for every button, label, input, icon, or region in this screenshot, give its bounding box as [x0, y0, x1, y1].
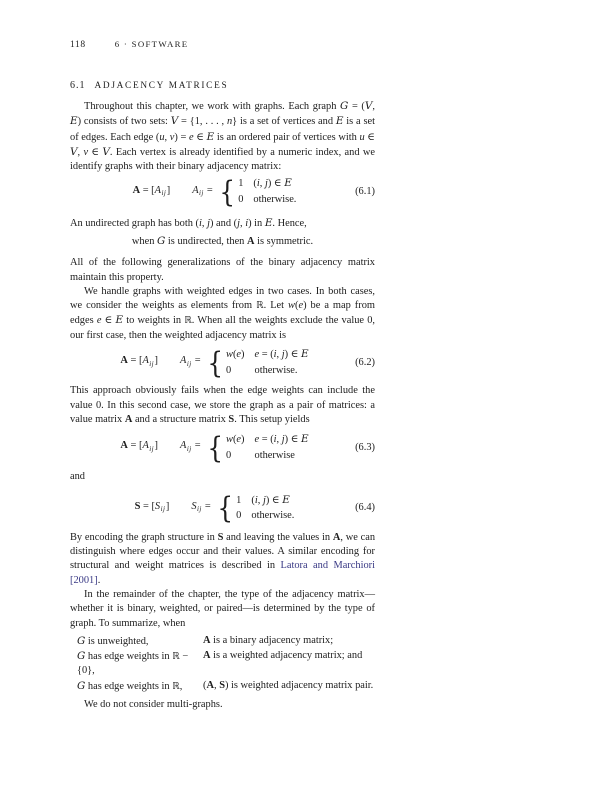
text-run: We handle graphs with weighted edges in two cases. In both cases, we consider the weights as elements from	[70, 285, 375, 312]
math-variable: j	[237, 217, 240, 229]
summary-list	[70, 634, 375, 694]
math-bold-matrix: A	[124, 413, 133, 425]
text-run: ,	[276, 349, 282, 361]
equation-6-4	[70, 493, 375, 524]
math-variable: j	[281, 349, 285, 361]
case-condition	[251, 508, 294, 524]
equation-lhs	[120, 439, 158, 456]
running-header	[70, 39, 188, 50]
math-bold-matrix: S	[228, 413, 235, 425]
math-variable: e	[254, 434, 260, 446]
text-run: ]	[154, 440, 158, 452]
math-variable: u	[159, 131, 165, 143]
equation-mid	[192, 184, 213, 201]
paragraph-generalizations	[70, 256, 375, 285]
math-variable: w	[226, 349, 233, 361]
text-run: )	[241, 349, 245, 361]
text-run: = [	[140, 184, 155, 196]
equation-cases	[226, 347, 309, 378]
blackboard-r-symbol: ℝ	[256, 300, 264, 312]
math-variable: w	[226, 434, 233, 446]
math-bold-matrix: A	[332, 531, 341, 543]
paragraph-weighted-cases	[70, 285, 375, 343]
blackboard-r-symbol: ℝ	[172, 651, 180, 663]
math-calligraphic: E	[115, 314, 124, 327]
equation-rhs	[191, 493, 294, 524]
summary-row-real-weights	[70, 679, 375, 694]
summary-condition	[70, 649, 203, 679]
math-bold-matrix: A	[120, 355, 128, 367]
text-run: ,	[201, 217, 208, 229]
section-number: 6.1	[70, 80, 86, 91]
running-title: 6 · SOFTWARE	[114, 39, 189, 49]
math-subscript: ij	[197, 505, 202, 514]
text-run: ) ∈	[265, 494, 283, 506]
math-variable: i	[245, 217, 249, 229]
case-value	[236, 493, 241, 509]
math-subscript: ij	[186, 444, 192, 453]
text-run: = (	[259, 434, 274, 446]
page-number: 118	[70, 40, 86, 50]
equation-lhs	[135, 500, 170, 517]
equation-rhs	[180, 347, 309, 378]
text-run: (	[253, 178, 257, 190]
math-variable: i	[198, 217, 202, 229]
case-value	[236, 508, 241, 524]
text-run: and a structure matrix	[132, 413, 229, 425]
text-run: 0	[236, 510, 242, 522]
text-run: All of the following generalizations of the binary adjacency matrix maintain this property.	[70, 257, 375, 283]
text-run: otherwise.	[251, 510, 295, 522]
math-calligraphic: E	[284, 177, 292, 190]
math-calligraphic: E	[335, 115, 344, 128]
display-line-symmetric	[70, 234, 375, 249]
text-run: 1	[238, 178, 244, 190]
math-variable: i	[273, 349, 277, 361]
case-condition	[255, 347, 309, 363]
math-bold-matrix: S	[217, 531, 224, 543]
math-variable: u	[359, 131, 365, 143]
text-run: otherwise	[254, 449, 295, 461]
paragraph-undirected	[70, 216, 375, 231]
math-calligraphic: E	[206, 130, 215, 143]
text-run: =	[204, 184, 213, 196]
equation-lhs	[120, 354, 158, 371]
text-run: ,	[276, 434, 282, 446]
text-run: ,	[239, 217, 246, 229]
text-run: = (	[348, 101, 365, 112]
text-run: ∈	[364, 131, 375, 143]
math-variable: j	[281, 434, 285, 446]
text-run: ,	[179, 680, 183, 692]
paragraph-remainder	[70, 588, 375, 631]
equation-mid	[180, 354, 201, 371]
text-run: 1	[236, 494, 242, 506]
math-calligraphic: V	[364, 100, 373, 112]
equation-cases	[226, 432, 309, 463]
text-run: is undirected, then	[165, 235, 247, 247]
equation-6-2	[70, 347, 375, 378]
equation-rhs	[192, 175, 297, 210]
text-run: In the remainder of the chapter, the type of the adjacency matrix—whether it is binary, weighted, or paired—is determined by the type of graph. To summarize, when	[70, 588, 375, 629]
equation-body	[70, 175, 375, 210]
text-run: (	[294, 300, 299, 312]
equation-body	[70, 432, 375, 463]
text-run: =	[202, 500, 211, 512]
math-calligraphic: G	[77, 634, 86, 647]
equation-number: (6.2)	[355, 356, 375, 368]
equation-number: (6.4)	[355, 502, 375, 514]
text-run: ,	[259, 178, 265, 190]
text-run: is an ordered pair of vertices with	[214, 131, 360, 143]
math-variable: e	[236, 434, 242, 446]
math-subscript: ij	[160, 505, 166, 514]
text-run: . Hence,	[272, 217, 307, 229]
section-title: ADJACENCY MATRICES	[94, 81, 229, 91]
math-bold-matrix: A	[203, 650, 211, 662]
math-calligraphic: V	[170, 115, 179, 128]
cases-brace-icon: {	[219, 175, 235, 210]
case-condition	[255, 363, 309, 379]
equation-body	[70, 347, 375, 378]
math-variable: e	[254, 349, 260, 361]
text-run: Throughout this chapter, we work with graphs. Each graph	[84, 101, 341, 112]
text-run: has edge weights in	[85, 651, 173, 663]
summary-result	[203, 634, 375, 649]
text-run: has edge weights in	[85, 680, 173, 692]
math-calligraphic: V	[102, 145, 110, 158]
text-run: = [	[127, 440, 143, 452]
text-run: ) be a map from edges	[70, 300, 376, 327]
text-run: )	[241, 434, 245, 446]
text-run: = [	[140, 500, 155, 512]
text-run: ,	[164, 131, 170, 143]
summary-result	[203, 649, 375, 679]
text-run: ) in	[248, 217, 265, 229]
math-calligraphic: E	[301, 433, 309, 446]
equation-lhs	[133, 184, 171, 201]
math-bold-matrix: A	[206, 679, 214, 691]
math-calligraphic: G	[157, 234, 166, 247]
text-run: ]	[154, 355, 158, 367]
math-variable: v	[169, 131, 175, 143]
case-value	[226, 363, 245, 379]
text-run: and leaving the values in	[223, 531, 333, 543]
text-run: is a weighted adjacency matrix; and	[210, 650, 363, 662]
math-calligraphic: G	[340, 100, 349, 112]
math-variable: S	[191, 500, 197, 512]
math-subscript: ij	[199, 189, 204, 198]
text-run: = [	[127, 355, 143, 367]
math-variable: e	[236, 349, 242, 361]
text-run: ]	[165, 500, 170, 512]
math-bold-matrix: S	[134, 500, 141, 512]
equation-6-1	[70, 175, 375, 210]
math-variable: w	[288, 300, 295, 312]
text-run: ) ∈	[284, 349, 301, 361]
math-subscript: ij	[149, 444, 155, 453]
body-column	[70, 99, 375, 712]
case-condition	[255, 432, 309, 448]
cases-brace-icon: {	[206, 430, 223, 465]
text-run: ) ∈	[284, 434, 301, 446]
text-run: This approach obviously fails when the edge weights can include the value 0. In this second case, we store the graph as a pair of matrices: a value matrix	[70, 385, 375, 425]
text-run: is unweighted,	[85, 635, 149, 647]
math-calligraphic: E	[301, 348, 309, 361]
text-run: ) and (	[209, 217, 238, 229]
math-variable: v	[83, 146, 89, 158]
math-variable: A	[180, 440, 187, 452]
text-run: } is a set of vertices and	[232, 116, 336, 128]
case-condition	[253, 192, 296, 208]
math-calligraphic: E	[264, 216, 273, 229]
equation-mid	[180, 439, 201, 456]
cases-brace-icon: {	[206, 345, 223, 380]
equation-number: (6.1)	[355, 185, 375, 197]
text-run: =	[192, 355, 201, 367]
case-condition	[253, 176, 296, 192]
case-condition	[255, 448, 309, 464]
paragraph-intro	[70, 99, 375, 174]
text-run: ∈	[193, 131, 207, 143]
math-variable: A	[180, 355, 187, 367]
text-run: ) consists of two sets:	[77, 116, 171, 128]
math-calligraphic: E	[70, 115, 78, 128]
text-run: ]	[166, 184, 171, 196]
math-variable: j	[207, 217, 210, 229]
blackboard-r-symbol: ℝ	[172, 680, 180, 692]
text-run: is a binary adjacency matrix;	[210, 634, 334, 646]
text-run: .	[97, 574, 101, 586]
equation-number: (6.3)	[355, 441, 375, 453]
equation-cases	[238, 176, 296, 207]
text-run: otherwise.	[253, 194, 297, 206]
text-run: = (	[259, 349, 274, 361]
text-run: . Let	[263, 300, 289, 312]
math-calligraphic: G	[77, 650, 86, 663]
text-run: An undirected graph has both (	[70, 217, 199, 229]
equation-body	[70, 493, 375, 524]
paragraph-and	[70, 470, 375, 484]
text-run: =	[192, 440, 201, 452]
math-bold-matrix: A	[246, 235, 255, 247]
equation-cases	[236, 493, 294, 524]
text-run: = {1, . . . ,	[178, 116, 227, 128]
math-bold-matrix: A	[120, 440, 128, 452]
math-variable: e	[189, 131, 194, 143]
math-variable: i	[273, 434, 277, 446]
cases-brace-icon: {	[217, 491, 233, 526]
case-value	[238, 192, 243, 208]
math-subscript: ij	[149, 359, 155, 368]
math-variable: i	[256, 178, 260, 190]
math-bold-matrix: A	[132, 184, 141, 196]
text-run: is symmetric.	[254, 235, 314, 247]
text-run: 0	[226, 449, 232, 461]
text-run: . When all the weights exclude the value 0, our first case, then the weighted adjacency matrix is	[70, 315, 375, 341]
text-run: . This setup yields	[234, 413, 310, 425]
text-run: (	[203, 679, 207, 691]
math-variable: A	[154, 184, 161, 196]
summary-row-unweighted	[70, 634, 375, 649]
summary-condition	[70, 634, 203, 649]
summary-condition	[70, 679, 203, 694]
math-subscript: ij	[161, 189, 167, 198]
paragraph-pair-setup	[70, 384, 375, 427]
math-calligraphic: V	[70, 145, 78, 158]
text-run: is a set of edges. Each edge (	[70, 116, 375, 143]
text-run: when	[131, 235, 157, 247]
math-calligraphic: G	[77, 679, 86, 692]
text-run: ) ∈	[267, 178, 285, 190]
text-run: − {0},	[77, 651, 189, 677]
text-run: to weights in	[123, 315, 185, 327]
text-run: ∈	[88, 146, 103, 158]
text-run: . Each vertex is already identified by a numeric index, and we identify graphs with their binary adjacency matrix:	[70, 146, 375, 173]
text-run: ∈	[101, 315, 116, 327]
summary-result	[203, 679, 375, 694]
math-calligraphic: E	[282, 493, 290, 506]
equation-6-3	[70, 432, 375, 463]
text-run: (	[232, 349, 237, 361]
text-run: ,	[213, 679, 220, 691]
equation-mid	[191, 500, 210, 517]
math-variable: e	[96, 315, 102, 327]
text-run: By encoding the graph structure in	[70, 531, 218, 543]
math-variable: e	[298, 300, 304, 312]
case-condition	[251, 493, 294, 509]
math-variable: n	[226, 116, 233, 128]
text-run: (	[232, 434, 237, 446]
text-run: ,	[372, 101, 375, 112]
text-run: (	[251, 494, 255, 506]
math-variable: A	[142, 355, 149, 367]
text-run: ,	[77, 146, 84, 158]
text-run: ) is weighted adjacency matrix pair.	[224, 679, 374, 691]
math-variable: j	[264, 178, 268, 190]
text-run: 0	[238, 194, 244, 206]
case-value	[226, 432, 245, 448]
math-subscript: ij	[186, 359, 192, 368]
text-run: We do not consider multi-graphs.	[84, 699, 223, 711]
math-variable: i	[254, 494, 258, 506]
text-run: 0	[226, 364, 232, 376]
math-variable: A	[142, 440, 149, 452]
paragraph-no-multigraphs	[70, 698, 375, 712]
case-value	[238, 176, 243, 192]
paragraph-encoding	[70, 531, 375, 588]
text-run: , we can distinguish where edges occur and their values. A similar encoding for structural and weight matrices is described in	[70, 531, 376, 572]
text-run: ,	[257, 494, 263, 506]
text-run: ) =	[174, 131, 190, 143]
citation-link[interactable]: Latora and Marchiori [2001]	[70, 560, 376, 586]
section-heading	[70, 80, 228, 91]
summary-row-nonzero-weights	[70, 649, 375, 679]
blackboard-r-symbol: ℝ	[184, 315, 192, 327]
math-bold-matrix: A	[203, 634, 211, 646]
text-run: otherwise.	[254, 364, 298, 376]
math-variable: A	[192, 184, 199, 196]
equation-rhs	[180, 432, 309, 463]
text-run: and	[70, 471, 86, 483]
math-variable: j	[262, 494, 266, 506]
math-bold-matrix: S	[219, 679, 225, 691]
case-value	[226, 347, 245, 363]
case-value	[226, 448, 245, 464]
math-variable: S	[154, 500, 161, 512]
